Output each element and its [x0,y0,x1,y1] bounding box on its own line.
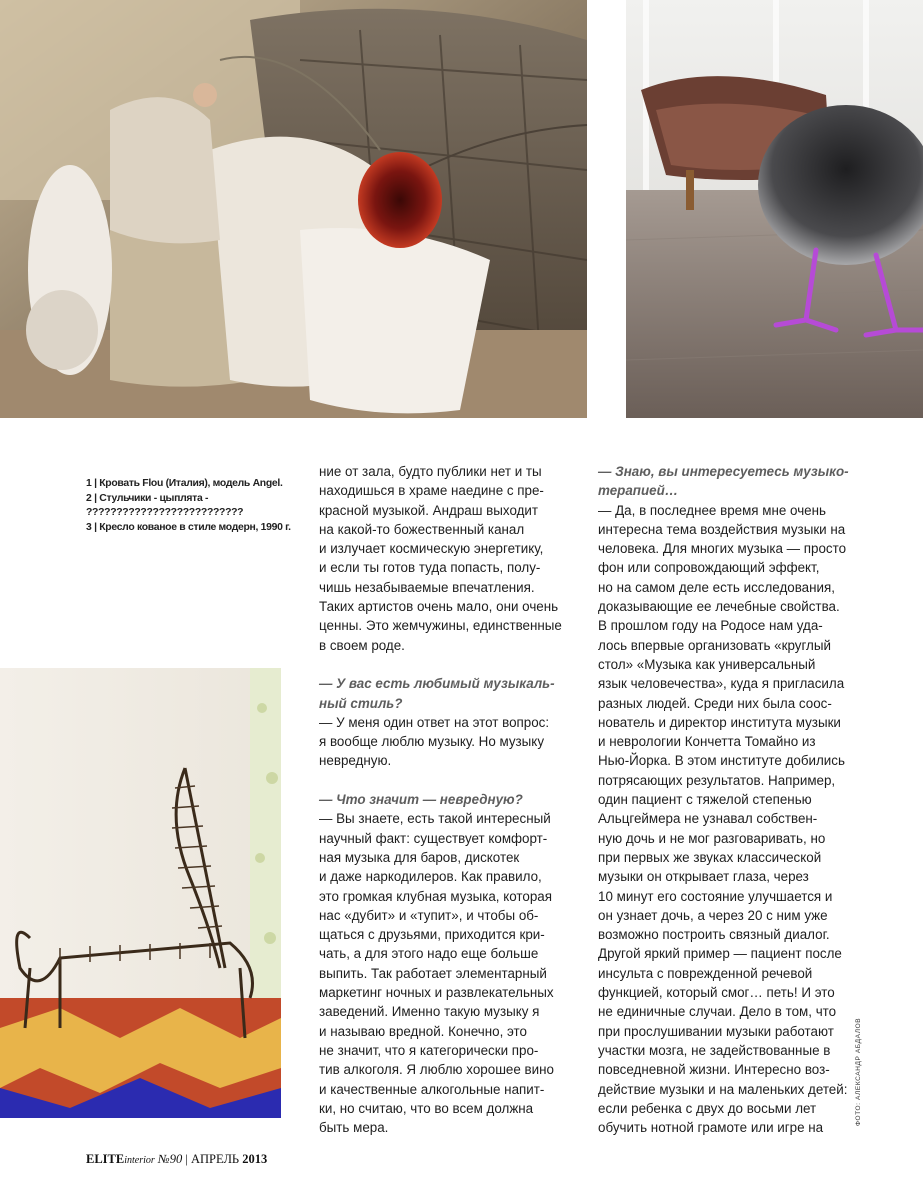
text-line: в своем роде. [319,637,405,653]
interview-question-line: — Что значит — невредную? [319,792,523,808]
text-line: — У меня один ответ на этот вопрос: [319,714,550,730]
caption-3: 3 | Кресло кованое в стиле модерн, 1990 г. [86,521,291,533]
text-line: чать, а для этого надо еще больше [319,946,539,962]
page-footer [86,1152,267,1167]
text-line: тив алкоголя. Я люблю хорошее вино [319,1062,554,1078]
text-line: это громкая клубная музыка, которая [319,888,552,904]
magazine-brand: ELITE [86,1152,125,1166]
text-line: язык человечества», куда я пригласила [598,676,845,692]
text-line: 10 минут его состояние улучшается и [598,888,833,904]
text-line: ние от зала, будто публики нет и ты [319,464,542,479]
text-line: не единичные случаи. Дело в том, что [598,1004,837,1020]
text-line: действие музыки и на маленьких детей: [598,1081,848,1097]
text-line: ную дочь и не мог разговаривать, но [598,830,826,846]
text-line: фон или сопровождающий эффект, [598,560,820,576]
text-line: на какой-то божественный канал [319,521,525,537]
interview-question-line: — Знаю, вы интересуетесь музыко- [598,464,849,479]
text-line: функцией, который смог… петь! И это [598,985,835,1001]
text-line: и неврологии Кончетта Томайно из [598,734,816,750]
issue-month: АПРЕЛЬ [190,1152,240,1166]
text-line: человека. Для многих музыка — просто [598,541,847,557]
text-line: ки, но считаю, что во всем должна [319,1100,534,1116]
text-line: доказывающие ее лечебные свойства. [598,599,840,615]
article-column-1 [319,462,567,1137]
interview-question-line: ный стиль? [319,695,403,711]
caption-1: 1 | Кровать Flou (Италия), модель Angel. [86,478,283,489]
text-line: выпить. Так работает элементарный [319,965,547,981]
text-line: ценны. Это жемчужины, единственные [319,618,562,634]
text-line: при первых же звуках классической [598,849,822,865]
text-line: и качественные алкогольные напит- [319,1081,545,1097]
text-line: и называю вредной. Конечно, это [319,1023,527,1039]
text-line: стол» «Музыка как универсальный [598,656,816,672]
text-line: Нью-Йорка. В этом институте добились [598,753,845,769]
text-line: щаться с друзьями, приходится кри- [319,927,545,943]
text-line: музыки он открывает глаза, через [598,869,809,885]
text-line: интересна тема воздействия музыки на [598,521,846,537]
text-line: если ребенка с двух до восьми лет [598,1100,817,1116]
text-line: быть мера. [319,1120,389,1136]
text-line: маркетинг ночных и развлекательных [319,985,554,1001]
text-line: лось впервые организовать «круглый [598,637,831,653]
caption-2: 2 | Стульчики - цыплята - [86,492,209,504]
text-line: он узнает дочь, а через 20 с ним уже [598,907,828,923]
bed-photo [0,0,587,418]
interview-question-line: — У вас есть любимый музыкаль- [319,676,555,692]
text-line: возможно построить связный диалог. [598,927,830,943]
text-line: ная музыка для баров, дискотек [319,849,520,865]
text-line: я вообще люблю музыку. Но музыку [319,734,545,750]
paragraph-gap [319,655,567,674]
interview-question-line: терапией… [598,483,679,499]
text-line: и излучает космическую энергетику, [319,541,544,557]
footer-separator: | [185,1152,188,1166]
text-line: нас «дубит» и «тупит», и чтобы об- [319,907,539,923]
issue-year: 2013 [242,1152,268,1166]
text-line: невредную. [319,753,392,769]
text-line: Таких артистов очень мало, они очень [319,599,559,615]
text-line: Другой яркий пример — пациент после [598,946,842,962]
photo-captions [86,477,296,535]
iron-chair-photo [0,668,281,1118]
text-line: научный факт: существует комфорт- [319,830,548,846]
text-line: Альцгеймера не узнавал собствен- [598,811,818,827]
text-line: не значит, что я категорически про- [319,1042,539,1058]
text-line: В прошлом году на Родосе нам уда- [598,618,823,634]
text-line: разных людей. Среди них была соос- [598,695,832,711]
paragraph-gap [319,771,567,790]
text-line: находишься в храме наедине с пре- [319,483,544,499]
issue-number: №90 [157,1152,183,1166]
caption-2-continued: ?????????????????????????? [86,507,244,518]
photo-credit: ФОТО: АЛЕКСАНДР АБДАЛОВ [855,1017,862,1126]
text-line: и если ты готов туда попасть, полу- [319,560,541,576]
text-line: — Да, в последнее время мне очень [598,502,826,518]
text-line: нователь и директор института музыки [598,714,841,730]
text-line: инсульта с поврежденной речевой [598,965,813,981]
text-line: но на самом деле есть исследования, [598,579,835,595]
article-column-2 [598,462,849,1137]
chick-stool-photo [626,0,923,418]
text-line: чишь незабываемые впечатления. [319,579,535,595]
text-line: участки мозга, не задействованные в [598,1042,831,1058]
text-line: один пациент с тяжелой степенью [598,792,812,808]
text-line: потрясающих результатов. Например, [598,772,836,788]
text-line: заведений. Именно такую музыку я [319,1004,540,1020]
text-line: красной музыкой. Андраш выходит [319,502,539,518]
text-line: обучить нотной грамоте или игре на [598,1120,824,1136]
magazine-subtitle: interior [124,1155,155,1166]
text-line: и даже наркодилеров. Как правило, [319,869,542,885]
text-line: — Вы знаете, есть такой интересный [319,811,551,827]
text-line: повседневной жизни. Интересно воз- [598,1062,830,1078]
text-line: при прослушивании музыки работают [598,1023,834,1039]
